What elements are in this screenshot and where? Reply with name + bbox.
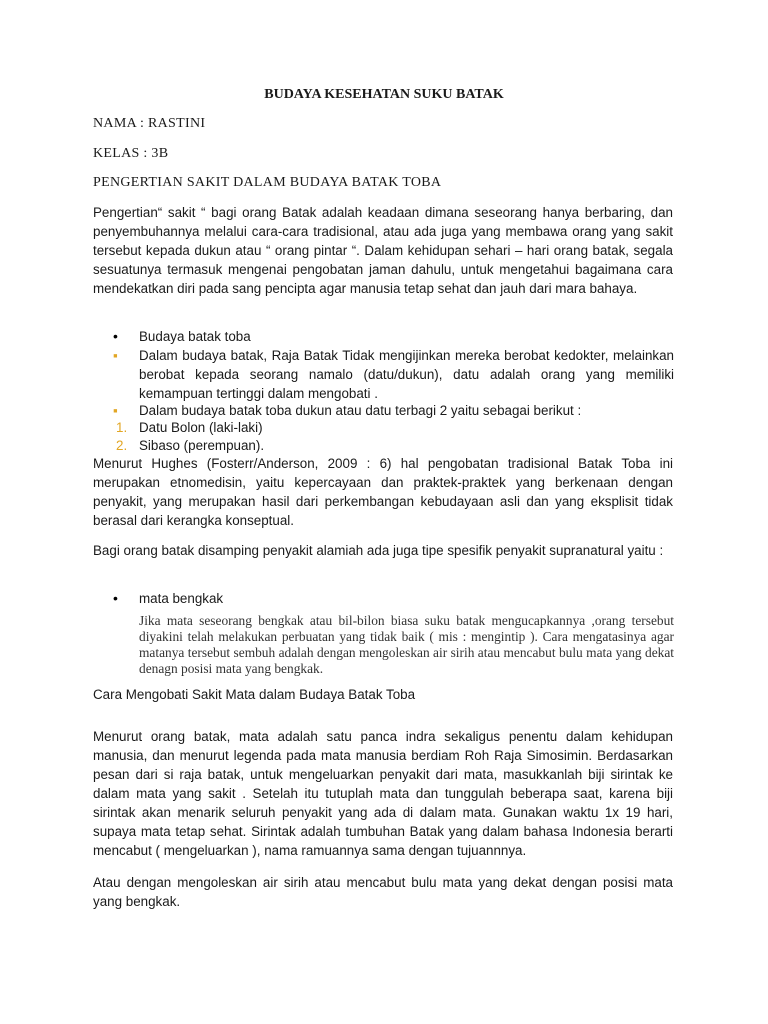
- bullet-square-icon: ▪: [113, 348, 118, 363]
- list-item-raja-batak: Dalam budaya batak, Raja Batak Tidak mengijinkan mereka berobat kedokter, melainkan berobat kepada seorang namalo (datu/dukun), datu adalah orang yang memiliki kemampuan tertinggi dalam mengobati .: [139, 348, 674, 401]
- section-heading-pengertian: PENGERTIAN SAKIT DALAM BUDAYA BATAK TOBA: [93, 175, 442, 190]
- document-title: BUDAYA KESEHATAN SUKU BATAK: [264, 87, 504, 102]
- list-item-datu-bolon: Datu Bolon (laki-laki): [139, 420, 263, 435]
- list-item-mata-bengkak: mata bengkak: [139, 591, 224, 606]
- bullet-square-icon: ▪: [113, 403, 118, 418]
- paragraph-menurut-orang-batak: Menurut orang batak, mata adalah satu panca indra sekaligus penentu dalam kehidupan manusia, dan menurut legenda pada mata manusia berdiam Roh Raja Simosimin. Berdasarkan pesan dari si raja batak, untuk mengeluarkan penyakit dari mata, masukkanlah biji sirintak ke dalam mata yang sakit . Setelah itu tutuplah mata dan tunggulah beberapa saat, karena biji sirintak akan menarik seluruh penyakit yang ada di dalam mata. Gunakan waktu 1x 19 hari, supaya mata tetap sehat. Sirintak adalah tumbuhan Batak yang dalam bahasa Indonesia berarti mencabut ( mengeluarkan ), nama ramuannya sama dengan tujuannnya.: [93, 729, 673, 858]
- list-item-sibaso: Sibaso (perempuan).: [139, 438, 265, 453]
- section-heading-cara-mengobati: Cara Mengobati Sakit Mata dalam Budaya Batak Toba: [93, 687, 416, 702]
- bullet-dot-icon: [113, 327, 118, 346]
- bullet-dot-icon: [113, 589, 118, 608]
- paragraph-pengertian: Pengertian“ sakit “ bagi orang Batak adalah keadaan dimana seseorang hanya berbaring, dan penyembuhannya melalui cara-cara tradisional, atau ada juga yang membawa orang yang sakit tersebut kepada dukun atau “ orang pintar “. Dalam kehidupan sehari – hari orang batak, segala sesuatunya termasuk mengenai pengobatan jaman dahulu, untuk mengetahui bagaimana cara mendekatkan diri pada sang pencipta agar manusia tetap sehat dan jauh dari mara bahaya.: [93, 205, 673, 296]
- student-name: NAMA : RASTINI: [93, 116, 206, 131]
- list-number-1: 1.: [116, 420, 128, 435]
- paragraph-hughes: Menurut Hughes (Fosterr/Anderson, 2009 : 6) hal pengobatan tradisional Batak Toba ini merupakan etnomedisin, yaitu kepercayaan dan praktek-praktek yang berkenaan dengan penyakit, yang merupakan hasil dari perkembangan kebudayaan asli dan yang eksplisit tidak berasal dari kerangka konseptual.: [93, 456, 673, 528]
- list-number-2: 2.: [116, 438, 128, 453]
- paragraph-atau-dengan: Atau dengan mengoleskan air sirih atau mencabut bulu mata yang dekat dengan posisi mata yang bengkak.: [93, 875, 673, 909]
- list-item-budaya: Budaya batak toba: [139, 329, 251, 344]
- paragraph-supranatural: Bagi orang batak disamping penyakit alamiah ada juga tipe spesifik penyakit supranatural yaitu :: [93, 543, 664, 558]
- list-item-dukun: Dalam budaya batak toba dukun atau datu terbagi 2 yaitu sebagai berikut :: [139, 403, 582, 418]
- paragraph-mata-bengkak: Jika mata seseorang bengkak atau bil-bilon biasa suku batak mengucapkannya ,orang tersebut diyakini telah melakukan perbuatan yang tidak baik ( mis : mengintip ). Cara mengatasinya agar matanya tersebut sembuh adalah dengan mengoleskan air sirih atau mencabut bulu mata yang dekat denagn posisi mata yang bengkak.: [139, 613, 674, 676]
- student-class: KELAS : 3B: [93, 146, 169, 161]
